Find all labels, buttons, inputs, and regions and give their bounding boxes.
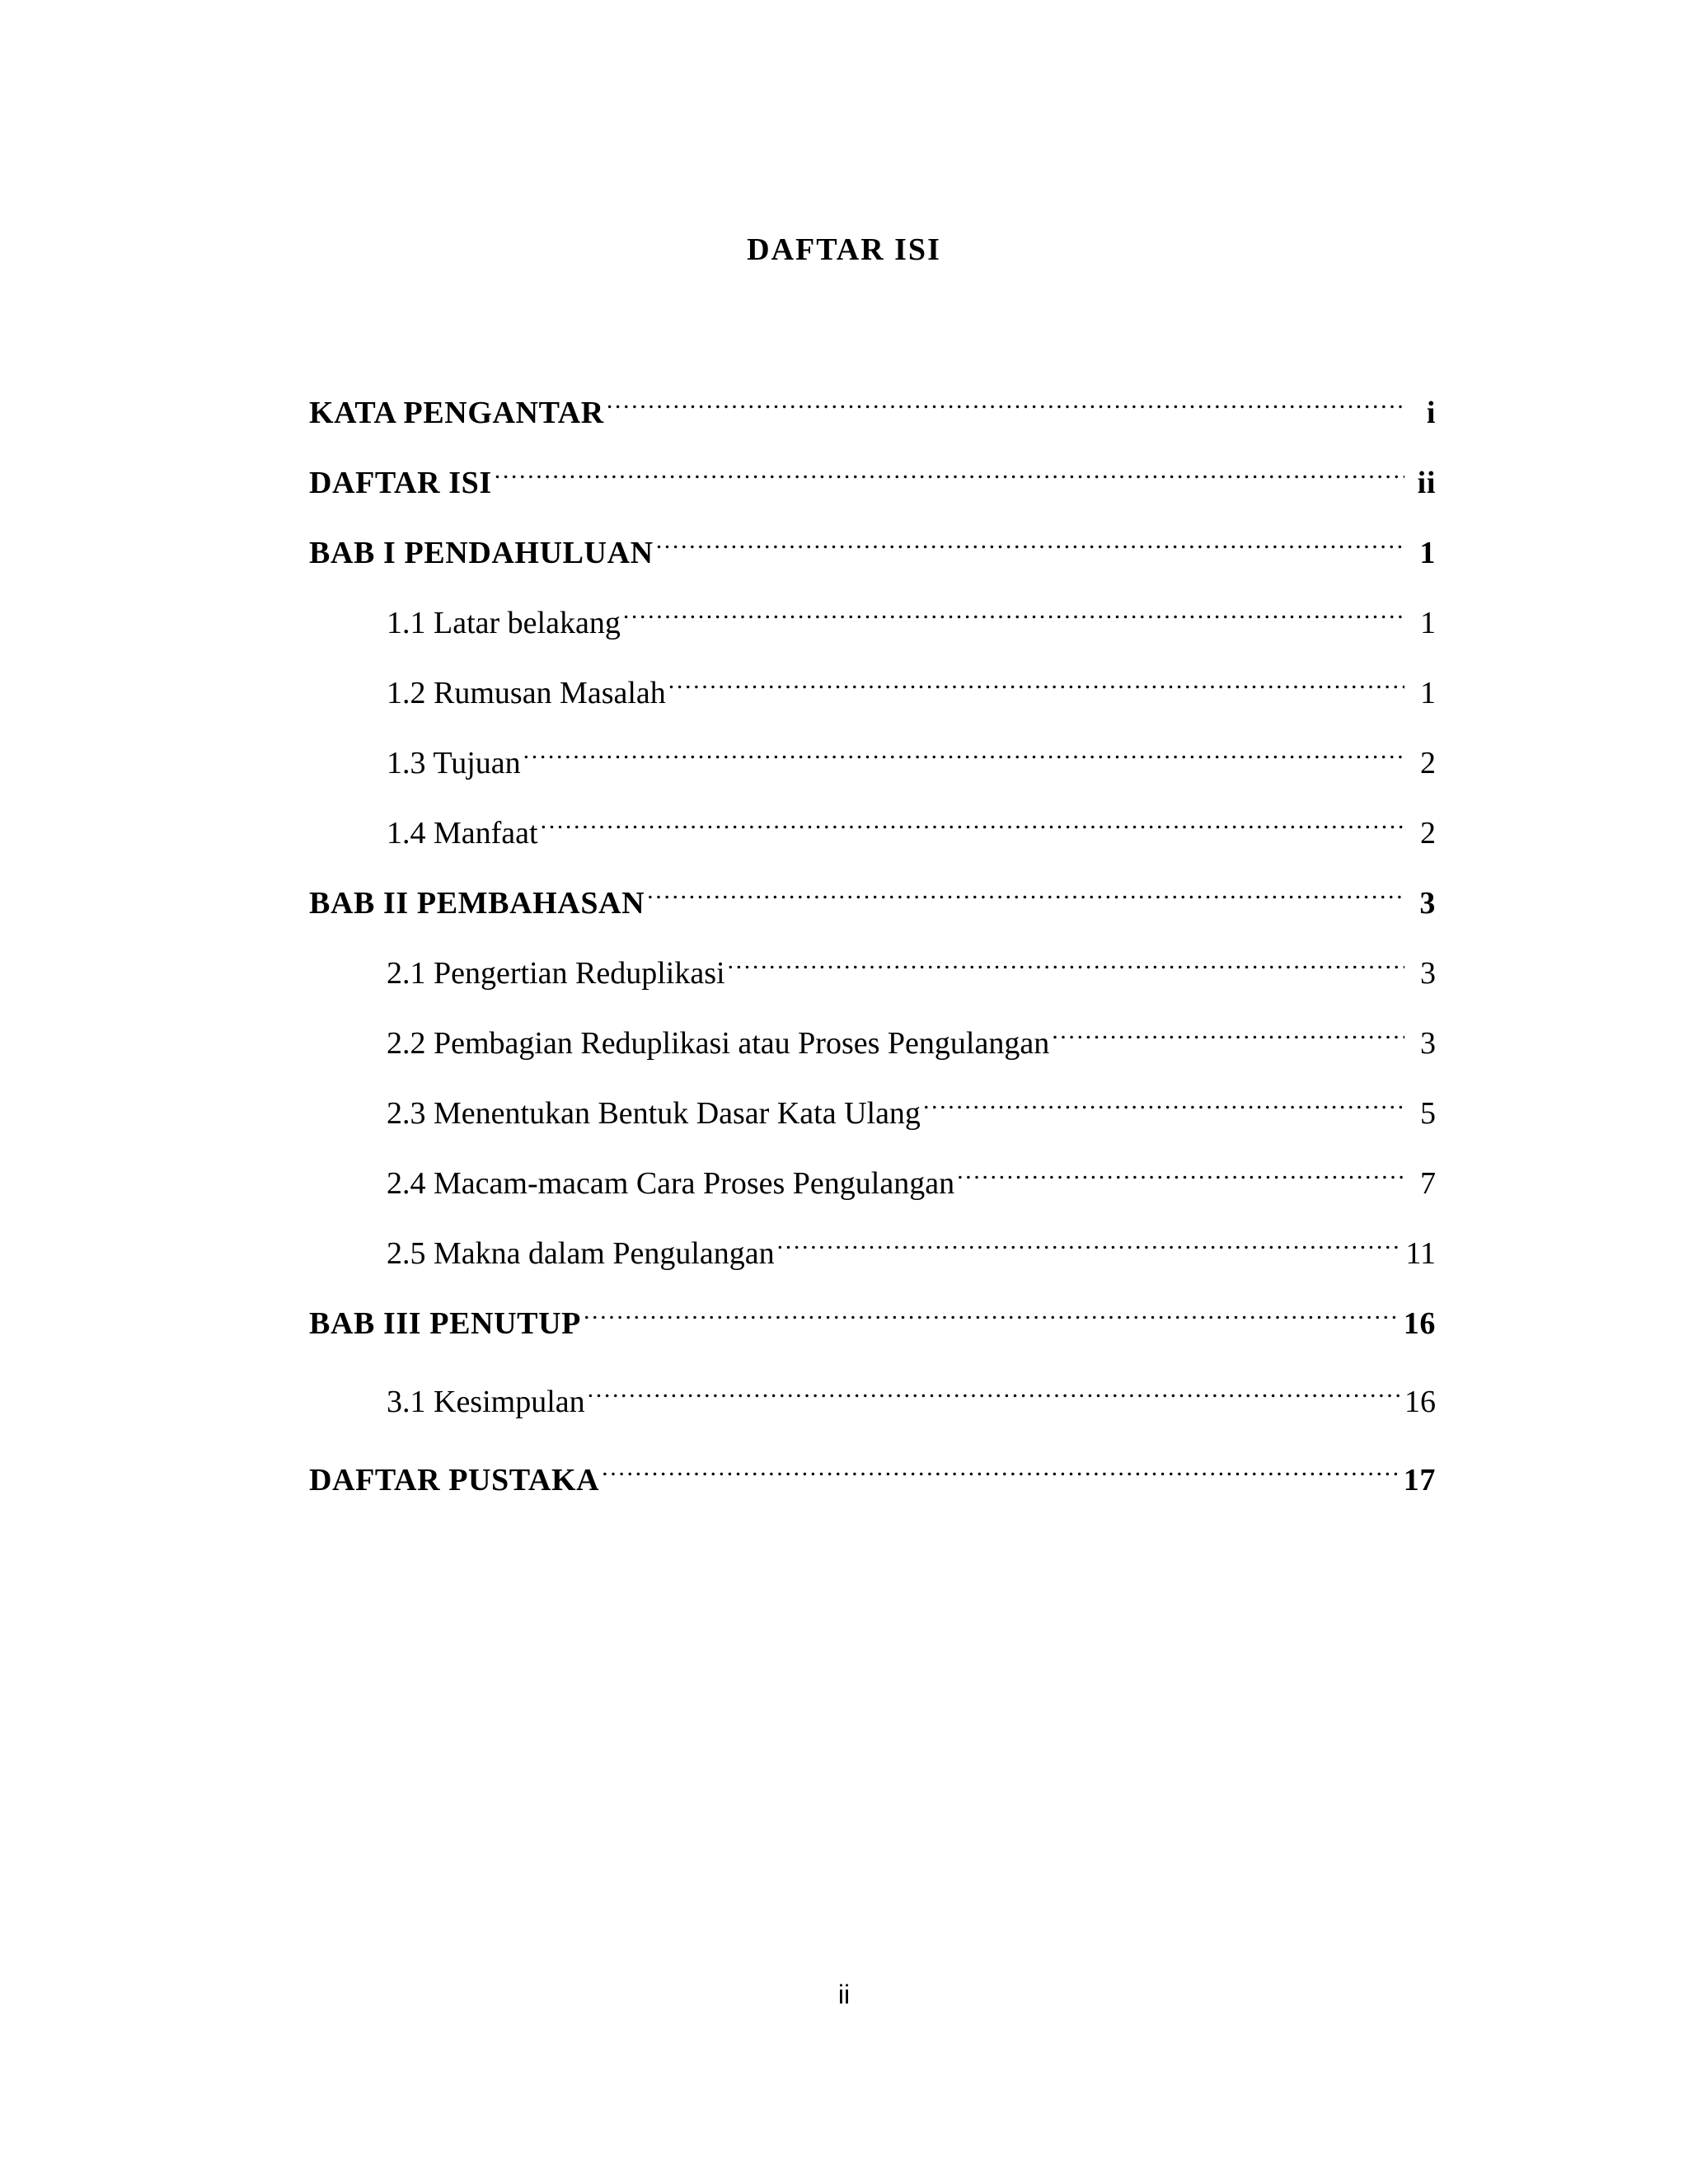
toc-entry-page: 11 (1405, 1236, 1436, 1271)
toc-entry-label: 2.5 Makna dalam Pengulangan (387, 1236, 775, 1271)
dot-leader (584, 1284, 1400, 1333)
dot-leader (923, 1074, 1404, 1123)
toc-entry-page: 1 (1419, 536, 1436, 570)
toc-entry-page: 1 (1420, 676, 1436, 710)
toc-entry-1-3[interactable] (309, 724, 1436, 794)
toc-entry-3-1[interactable] (309, 1362, 1436, 1432)
toc-entry-label: 1.4 Manfaat (387, 816, 538, 851)
dot-leader (602, 1441, 1400, 1490)
toc-entry-1-2[interactable] (309, 654, 1436, 724)
toc-entry-2-3[interactable] (309, 1074, 1436, 1144)
toc-entry-label: BAB III PENUTUP (309, 1306, 581, 1341)
dot-leader (668, 654, 1404, 703)
toc-entry-label: 2.3 Menentukan Bentuk Dasar Kata Ulang (387, 1096, 921, 1131)
toc-entry-1-4[interactable] (309, 794, 1436, 864)
dot-leader (777, 1214, 1403, 1263)
toc-entry-label: DAFTAR ISI (309, 466, 492, 500)
toc-entry-bab-i[interactable] (309, 513, 1436, 583)
dot-leader (623, 583, 1404, 633)
toc-entry-page: 16 (1404, 1385, 1436, 1419)
toc-entry-page: 17 (1403, 1463, 1436, 1497)
toc-entry-page: 2 (1420, 746, 1436, 780)
toc-entry-page: 2 (1420, 816, 1436, 851)
toc-entry-page: 1 (1420, 606, 1436, 640)
dot-leader (541, 794, 1404, 843)
dot-leader (607, 373, 1404, 423)
toc-entry-label: 1.2 Rumusan Masalah (387, 676, 666, 710)
page-title: DAFTAR ISI (747, 232, 941, 267)
toc-entry-page: 16 (1403, 1306, 1436, 1341)
toc-entry-label: 2.2 Pembagian Reduplikasi atau Proses Pengulangan (387, 1026, 1050, 1061)
toc-entry-label: DAFTAR PUSTAKA (309, 1463, 600, 1497)
toc-entry-daftar-isi[interactable] (309, 443, 1436, 513)
toc-entry-page: 3 (1420, 1026, 1436, 1061)
toc-entry-page: 5 (1420, 1096, 1436, 1131)
dot-leader (656, 513, 1404, 563)
dot-leader (588, 1362, 1401, 1412)
toc-entry-label: 2.1 Pengertian Reduplikasi (387, 956, 725, 991)
toc-entry-2-1[interactable] (309, 934, 1436, 1004)
toc-entry-page: 3 (1419, 886, 1436, 921)
toc-entry-page: 3 (1420, 956, 1436, 991)
toc-entry-label: BAB I PENDAHULUAN (309, 536, 654, 570)
toc-entry-kata-pengantar[interactable] (309, 373, 1436, 443)
toc-entry-page: 7 (1420, 1166, 1436, 1201)
toc-entry-label: BAB II PEMBAHASAN (309, 886, 645, 921)
toc-entry-page: ii (1417, 466, 1436, 500)
toc-entry-1-1[interactable] (309, 583, 1436, 654)
toc-entry-2-2[interactable] (309, 1004, 1436, 1074)
dot-leader (957, 1144, 1404, 1193)
toc-entry-2-5[interactable] (309, 1214, 1436, 1284)
toc-entry-2-4[interactable] (309, 1144, 1436, 1214)
toc-entry-daftar-pustaka[interactable] (309, 1441, 1436, 1511)
dot-leader (495, 443, 1404, 493)
dot-leader (523, 724, 1404, 773)
dot-leader (728, 934, 1404, 983)
toc-entry-bab-ii[interactable] (309, 864, 1436, 934)
page-number: ii (837, 1980, 851, 2009)
toc-entry-bab-iii[interactable] (309, 1284, 1436, 1354)
toc-entry-label: 2.4 Macam-macam Cara Proses Pengulangan (387, 1166, 955, 1201)
toc-entry-page: i (1426, 396, 1436, 430)
toc-entry-label: 1.1 Latar belakang (387, 606, 621, 640)
table-of-contents (309, 373, 1436, 1511)
dot-leader (647, 864, 1404, 913)
toc-entry-label: 1.3 Tujuan (387, 746, 521, 780)
toc-entry-label: 3.1 Kesimpulan (387, 1385, 585, 1419)
toc-entry-label: KATA PENGANTAR (309, 396, 604, 430)
dot-leader (1052, 1004, 1404, 1053)
